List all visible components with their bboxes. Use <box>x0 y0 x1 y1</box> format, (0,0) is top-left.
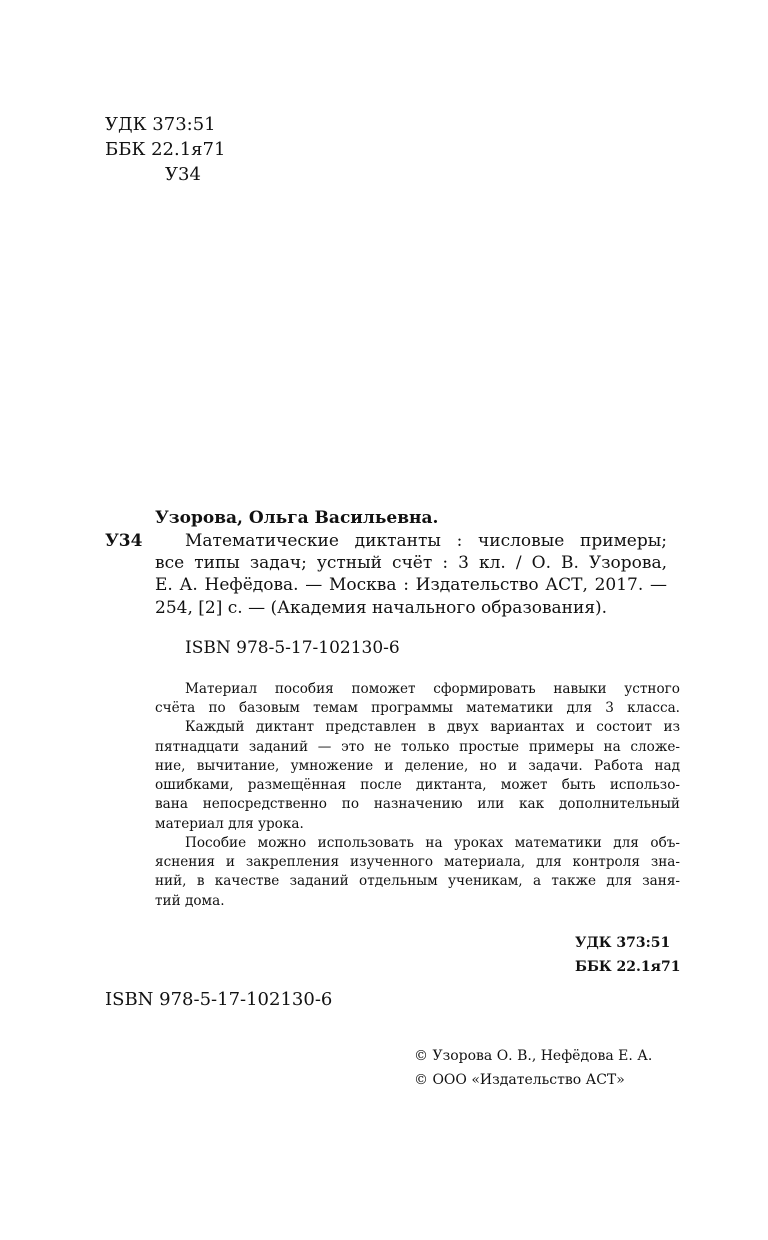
copyright-authors: © Узорова О. В., Нефёдова Е. А. <box>414 1048 653 1064</box>
copyright-publisher: © ООО «Издательство АСТ» <box>414 1072 625 1088</box>
annotation-line: ний, в качестве заданий отдельным ученикам, а также для заня- <box>155 873 680 889</box>
annotation-line: вана непосредственно по назначению или как дополнительный <box>155 796 680 812</box>
record-line: Е. А. Нефёдова. — Москва : Издательство АСТ, 2017. — <box>155 575 667 595</box>
author-heading: Узорова, Ольга Васильевна. <box>155 508 439 528</box>
annotation-line: Материал пособия поможет сформировать навыки устного <box>185 681 680 697</box>
bbk-code-bottom: ББК 22.1я71 <box>575 959 681 975</box>
record-line: все типы задач; устный счёт : 3 кл. / О. В. Узорова, <box>155 553 667 573</box>
annotation-line: яснения и закрепления изученного материала, для контроля зна- <box>155 854 680 870</box>
annotation-line: ошибками, размещённая после диктанта, может быть использо- <box>155 777 680 793</box>
annotation-line: Пособие можно использовать на уроках математики для объ- <box>185 835 680 851</box>
annotation-line: счёта по базовым темам программы математики для 3 класса. <box>155 700 680 716</box>
isbn-bottom: ISBN 978-5-17-102130-6 <box>105 989 333 1010</box>
udk-code: УДК 373:51 <box>105 114 216 135</box>
record-author-mark: У34 <box>105 531 143 551</box>
annotation-line: материал для урока. <box>155 816 304 832</box>
annotation-line: ние, вычитание, умножение и деление, но и задачи. Работа над <box>155 758 680 774</box>
annotation-line: тий дома. <box>155 893 225 909</box>
record-line: 254, [2] с. — (Академия начального образования). <box>155 598 608 618</box>
annotation-line: Каждый диктант представлен в двух вариантах и состоит из <box>185 719 680 735</box>
annotation-line: пятнадцати заданий — это не только простые примеры на сложе- <box>155 739 680 755</box>
udk-code-bottom: УДК 373:51 <box>575 935 671 951</box>
author-mark: У34 <box>165 164 201 185</box>
isbn: ISBN 978-5-17-102130-6 <box>185 638 400 658</box>
bbk-code: ББК 22.1я71 <box>105 139 226 160</box>
record-line: Математические диктанты : числовые примеры; <box>185 531 667 551</box>
